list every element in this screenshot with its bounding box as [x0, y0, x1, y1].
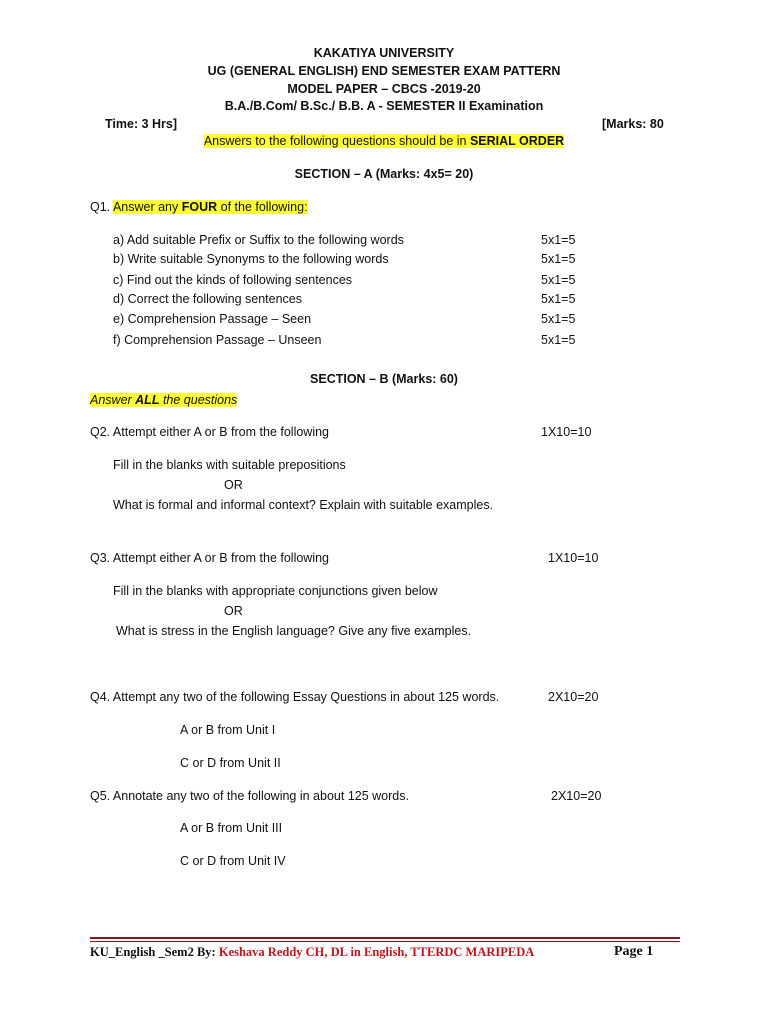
instruction-text: Answers to the following questions should be in [203, 134, 470, 148]
q1-heading [90, 200, 308, 214]
section-b-instr-bold: ALL [135, 393, 160, 407]
q1-text-bold: FOUR [181, 200, 218, 214]
q2-option-b: What is formal and informal context? Explain with suitable examples. [113, 498, 494, 512]
serial-order-instruction [0, 134, 768, 148]
q1-item-b-marks: 5x1=5 [541, 252, 576, 266]
q3-marks: 1X10=10 [548, 551, 599, 565]
q1-item-e: e) Comprehension Passage – Seen [113, 312, 312, 326]
q1-item-f: f) Comprehension Passage – Unseen [113, 333, 322, 347]
q5-option-b: C or D from Unit IV [180, 854, 286, 868]
section-b-instruction [90, 393, 237, 407]
q1-item-c-marks: 5x1=5 [541, 273, 576, 287]
section-b-instr-post: the questions [159, 393, 238, 407]
q2-heading: Q2. Attempt either A or B from the following [90, 425, 330, 439]
q4-option-a: A or B from Unit I [180, 723, 276, 737]
q3-option-b: What is stress in the English language? Give any five examples. [116, 624, 472, 638]
q2-marks: 1X10=10 [541, 425, 592, 439]
footer-left [90, 945, 534, 960]
time-label: Time: 3 Hrs] [105, 117, 178, 131]
page-number: Page 1 [614, 944, 654, 959]
q1-item-c: c) Find out the kinds of following sentences [113, 273, 353, 287]
q1-item-a: a) Add suitable Prefix or Suffix to the following words [113, 233, 404, 247]
q1-item-f-marks: 5x1=5 [541, 333, 576, 347]
q4-marks: 2X10=20 [548, 690, 599, 704]
exam-name: B.A./B.Com/ B.Sc./ B.B. A - SEMESTER II Examination [224, 99, 544, 113]
footer-rule-thin [90, 941, 680, 942]
section-b-title: SECTION – B (Marks: 60) [310, 372, 458, 386]
q5-marks: 2X10=20 [551, 789, 602, 803]
footer-course: KU_English _Sem2 By: [90, 945, 219, 959]
model-paper-title: MODEL PAPER – CBCS -2019-20 [287, 82, 481, 96]
q3-heading: Q3. Attempt either A or B from the following [90, 551, 330, 565]
q3-option-a: Fill in the blanks with appropriate conjunctions given below [113, 584, 438, 598]
q3-or: OR [224, 604, 243, 618]
exam-pattern-title: UG (GENERAL ENGLISH) END SEMESTER EXAM PATTERN [207, 64, 561, 78]
q2-option-a: Fill in the blanks with suitable prepositions [113, 458, 346, 472]
q1-item-e-marks: 5x1=5 [541, 312, 576, 326]
q1-item-b: b) Write suitable Synonyms to the following words [113, 252, 389, 266]
q1-label: Q1. [90, 200, 111, 214]
q4-heading: Q4. Attempt any two of the following Essay Questions in about 125 words. [90, 690, 500, 704]
instruction-emphasis: SERIAL ORDER [469, 134, 565, 148]
q1-item-d-marks: 5x1=5 [541, 292, 576, 306]
q1-text-pre: Answer any [112, 200, 182, 214]
section-b-instr-pre: Answer [90, 393, 136, 407]
q2-or: OR [224, 478, 243, 492]
q1-text-post: of the following: [217, 200, 308, 214]
marks-label: [Marks: 80 [602, 117, 664, 131]
footer-author: Keshava Reddy CH, DL in English, TTERDC MARIPEDA [218, 945, 535, 959]
q5-heading: Q5. Annotate any two of the following in about 125 words. [90, 789, 409, 803]
q5-option-a: A or B from Unit III [180, 821, 283, 835]
section-a-title: SECTION – A (Marks: 4x5= 20) [294, 167, 474, 181]
university-title: KAKATIYA UNIVERSITY [313, 46, 455, 60]
q4-option-b: C or D from Unit II [180, 756, 281, 770]
footer-rule-thick [90, 937, 680, 939]
q1-item-a-marks: 5x1=5 [541, 233, 576, 247]
q1-item-d: d) Correct the following sentences [113, 292, 302, 306]
